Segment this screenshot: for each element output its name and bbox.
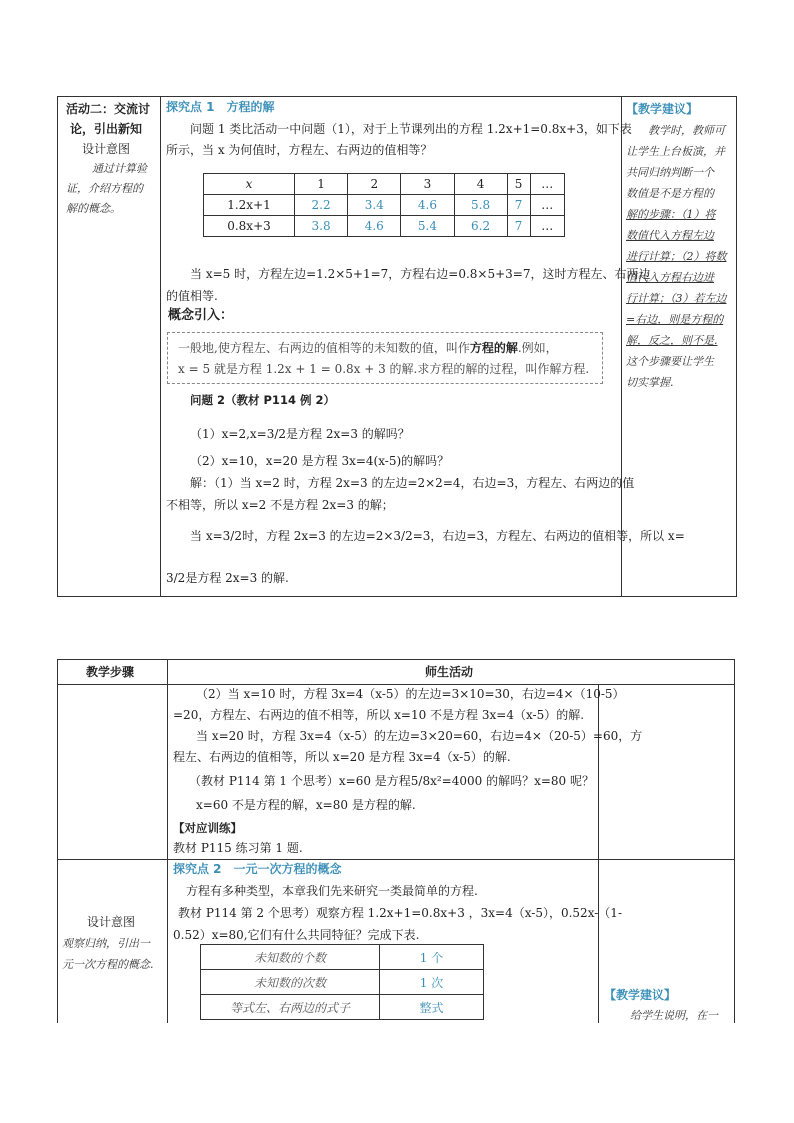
values-table-cell: 6.2 [454,216,507,237]
solution-line4: 3/2是方程 2x=3 的解. [166,571,289,585]
values-table-cell: 4.6 [401,195,454,216]
row1-line: x=60 不是方程的解，x=80 是方程的解. [196,798,416,812]
features-table [200,944,484,1020]
teaching-advice-line: 数值代入方程左边 [626,229,714,242]
values-table-cell: 3.8 [295,216,348,237]
teaching-advice-line: 共同归纳判断一个 [626,166,714,179]
values-table [203,173,565,237]
teaching-advice-line: 解，反之，则不是. [626,334,718,347]
values-table-row [204,195,565,216]
values-table-header-cell: x [204,174,295,195]
teaching-advice-line: 让学生上台板演，并 [626,145,725,158]
teaching-advice-line: 进行计算；（2）将数 [626,250,727,263]
values-table-cell: 4.6 [348,216,401,237]
teaching-advice-line: 行计算；（3）若左边 [626,292,727,305]
teaching-advice-line: 教学时，教师可 [648,124,725,137]
row2-left-line: 观察归纳，引出一 [62,937,150,950]
section1-left-desc-1: 通过计算验 [92,162,147,175]
row2-left-line: 元一次方程的概念. [62,958,154,971]
practice-text: 教材 P115 练习第 1 题. [173,841,303,855]
row2-left-title: 设计意图 [87,915,136,929]
row2-line: 0.52）x=80,它们有什么共同特征？完成下表. [173,928,420,942]
values-table-header-cell: … [530,174,564,195]
row1-line: 当 x=20 时，方程 3x=4（x-5）的左边=3×20=60，右边=4×（20-5）=60，方 [196,729,643,743]
features-table-value: 1 次 [380,970,484,995]
concept-line1 [178,340,558,356]
values-table-cell: 5.4 [401,216,454,237]
features-table-label: 未知数的次数 [201,970,380,995]
values-table-cell: 7 [507,216,530,237]
features-table-label: 等式左、右两边的式子 [201,995,380,1020]
solution-line1: 解：（1）当 x=2 时，方程 2x=3 的左边=2×2=4，右边=3，方程左、右两边的值 [190,476,635,490]
section1-left-desc-2: 证，介绍方程的 [66,182,143,195]
solution-line2: 不相等，所以 x=2 不是方程 2x=3 的解； [166,498,394,512]
teaching-advice-title-2: 【教学建议】 [604,988,677,1002]
teaching-advice-line: 解的步骤：（1）将 [626,208,716,221]
values-table-row [204,216,565,237]
section2-header-steps: 教学步骤 [86,665,135,679]
problem1-line1: 问题 1 类比活动一中问题（1），对于上节课列出的方程 1.2x+1=0.8x+3，如下表 [190,122,632,136]
explain-line2: 的值相等. [166,289,218,303]
problem2-item2: （2）x=10，x=20 是方程 3x=4(x-5)的解吗？ [190,454,450,468]
section1-left-title-2: 论，引出新知 [70,122,143,136]
explore-point-1-heading: 探究点 1 方程的解 [166,100,275,114]
row2-line: 方程有多种类型，本章我们先来研究一类最简单的方程. [186,884,478,898]
teaching-advice-line-2: 给学生说明，在一 [630,1009,718,1022]
explain-line1: 当 x=5 时，方程左边=1.2×5+1=7，方程右边=0.8×5+3=7，这时方程左、右两边 [190,267,651,281]
practice-title: 【对应训练】 [173,821,242,835]
features-table-value: 整式 [380,995,484,1020]
row1-line: 程左、右两边的值相等，所以 x=20 是方程 3x=4（x-5）的解. [173,750,511,764]
teaching-advice-line: 值代入方程右边进 [626,271,714,284]
values-table-row-label: 0.8x+3 [204,216,295,237]
features-table-label: 未知数的个数 [201,945,380,970]
teaching-advice-title: 【教学建议】 [626,102,699,116]
problem1-line2: 所示，当 x 为何值时，方程左、右两边的值相等？ [166,143,433,157]
values-table-header-cell: 4 [454,174,507,195]
concept-title: 概念引入： [168,308,234,323]
values-table-row-label: 1.2x+1 [204,195,295,216]
section2-header-activity: 师生活动 [425,665,474,679]
values-table-header-cell: 1 [295,174,348,195]
features-table-row [201,945,484,970]
values-table-cell: 3.4 [348,195,401,216]
features-table-row [201,970,484,995]
section1-left-desc-3: 解的概念。 [66,202,121,215]
values-table-header-cell: 2 [348,174,401,195]
features-table-value: 1 个 [380,945,484,970]
section1-left-title-1: 活动二：交流讨 [66,102,151,116]
teaching-advice-line: 数值是不是方程的 [626,187,714,200]
values-table-cell: … [530,216,564,237]
values-table-header [204,174,565,195]
concept-line2: x = 5 就是方程 1.2x + 1 = 0.8x + 3 的解.求方程的解的过程，叫作解方程. [178,362,590,376]
concept-line1-b: .例如， [517,341,558,355]
values-table-cell: 7 [507,195,530,216]
section2-row-line [57,859,735,860]
row2-line: 教材 P114 第 2 个思考）观察方程 1.2x+1=0.8x+3 ，3x=4（x-5），0.52x-（1- [178,906,622,920]
values-table-header-cell: 5 [507,174,530,195]
problem2-title: 问题 2（教材 P114 例 2） [190,393,335,407]
values-table-header-cell: 3 [401,174,454,195]
concept-term: 方程的解 [469,341,518,355]
concept-line1-a: 一般地,使方程左、右两边的值相等的未知数的值，叫作 [178,341,470,355]
solution-line3: 当 x=3/2时，方程 2x=3 的左边=2×3/2=3，右边=3，方程左、右两边的值相等，所以 x= [190,529,685,543]
features-table-row [201,995,484,1020]
problem2-item1: （1）x=2,x=3/2是方程 2x=3 的解吗？ [190,427,410,441]
section2-divider-left [167,659,168,1023]
section2-header-line [57,684,735,685]
values-table-cell: 5.8 [454,195,507,216]
teaching-advice-line: 这个步骤要让学生 [626,355,714,368]
section1-divider-left [160,96,161,597]
teaching-advice-line: =右边，则是方程的 [626,313,724,326]
row1-line: （教材 P114 第 1 个思考）x=60 是方程5/8x²=4000 的解吗？x=80 呢？ [189,774,594,788]
values-table-cell: 2.2 [295,195,348,216]
row1-line: =20，方程左、右两边的值不相等，所以 x=10 不是方程 3x=4（x-5）的解. [173,708,585,722]
explore-point-2-heading: 探究点 2 一元一次方程的概念 [173,862,342,876]
teaching-advice-line: 切实掌握. [626,376,674,389]
row1-line: （2）当 x=10 时，方程 3x=4（x-5）的左边=3×10=30，右边=4×（10-5） [196,687,625,701]
section1-left-subtitle: 设计意图 [82,142,131,156]
section1-divider-right [621,96,622,597]
values-table-cell: … [530,195,564,216]
